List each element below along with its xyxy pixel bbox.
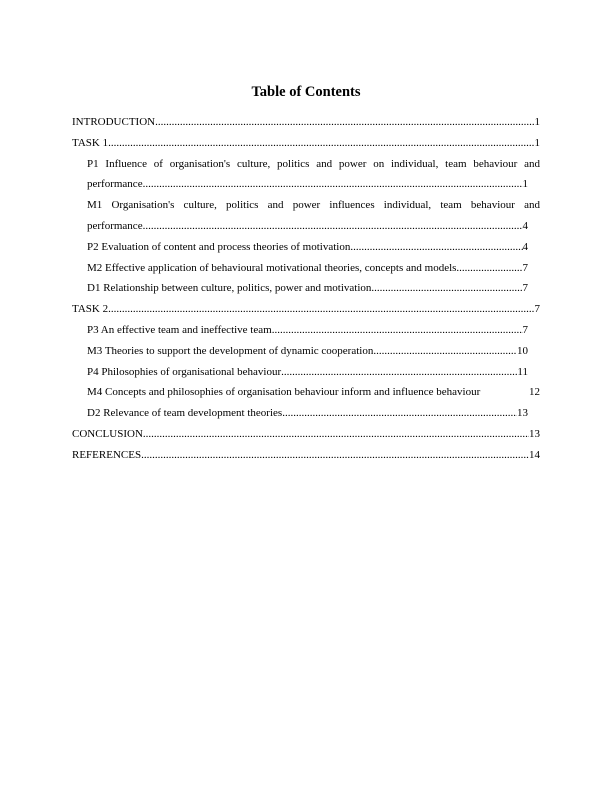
toc-leader-dots xyxy=(143,424,529,445)
toc-entry-task-1[interactable] xyxy=(72,133,540,154)
page-title: Table of Contents xyxy=(251,84,361,100)
toc-leader-dots xyxy=(282,403,517,424)
toc-leader-dots xyxy=(350,237,522,258)
toc-entry-label: D2 Relevance of team development theories xyxy=(87,407,283,420)
toc-entry-label: P2 Evaluation of content and process theories of motivation xyxy=(87,240,351,253)
toc-entry-label: D1 Relationship between culture, politics, power and motivation xyxy=(87,282,372,295)
toc-page-number: 13 xyxy=(517,407,528,420)
toc-entry-m1[interactable] xyxy=(72,216,540,237)
toc-page-number: 10 xyxy=(517,344,528,357)
toc-page-number: 7 xyxy=(522,323,528,336)
toc-leader-dots xyxy=(108,133,534,154)
toc-page-number: 1 xyxy=(534,116,540,128)
toc-entry-label: INTRODUCTION xyxy=(72,116,156,128)
toc-entry-p2[interactable] xyxy=(72,237,540,258)
toc-entry-m3[interactable] xyxy=(72,341,540,362)
toc-entry-p1[interactable] xyxy=(72,174,540,195)
toc-entry-label: TASK 2 xyxy=(72,303,109,316)
toc-entry-label: P4 Philosophies of organisational behaviour xyxy=(87,365,282,378)
toc-entry-references[interactable] xyxy=(72,445,540,466)
toc-page-number: 1 xyxy=(534,136,540,149)
toc-page-number: 4 xyxy=(522,219,528,232)
toc-entry-label: performance xyxy=(87,178,143,191)
toc-entry-p3[interactable] xyxy=(72,320,540,341)
toc-page-number: 7 xyxy=(522,282,528,295)
toc-leader-dots xyxy=(272,320,523,341)
toc-leader-dots xyxy=(456,258,522,279)
toc-entry-d1[interactable] xyxy=(72,278,540,299)
toc-entry-m4[interactable] xyxy=(72,382,540,403)
toc-leader-dots xyxy=(143,216,523,237)
toc-leader-dots xyxy=(143,174,523,195)
toc-entry-m1-line1[interactable]: M1 Organisation's culture, politics and power influences individual, team behaviour and xyxy=(87,199,540,212)
toc-leader-dots xyxy=(141,445,529,466)
toc-entry-task-2[interactable] xyxy=(72,299,540,320)
toc-entry-d2[interactable] xyxy=(72,403,540,424)
toc-page-number: 11 xyxy=(517,365,528,378)
toc-entry-label: M2 Effective application of behavioural motivational theories, concepts and models xyxy=(87,261,457,274)
toc-page-number: 4 xyxy=(522,240,528,253)
toc-page-number: 7 xyxy=(522,261,528,274)
toc-leader-dots xyxy=(371,278,522,299)
toc-entry-introduction[interactable] xyxy=(72,112,540,133)
toc-entry-label: M3 Theories to support the development of dynamic cooperation xyxy=(87,344,374,357)
toc-leader-dots xyxy=(373,341,517,362)
toc-entry-label: M4 Concepts and philosophies of organisation behaviour inform and influence behaviour xyxy=(87,386,481,399)
toc-page-number: 7 xyxy=(534,303,540,316)
toc-entry-m2[interactable] xyxy=(72,258,540,279)
toc-leader-dots xyxy=(155,112,534,133)
toc-entry-label: TASK 1 xyxy=(72,136,109,149)
toc-entry-p1-line1[interactable]: P1 Influence of organisation's culture, politics and power on individual, team behaviour and xyxy=(87,157,540,170)
toc-page-number: 12 xyxy=(529,386,540,399)
toc-entry-label: performance xyxy=(87,219,143,232)
toc-entry-label: P3 An effective team and ineffective team xyxy=(87,323,272,336)
toc-page-number: 14 xyxy=(529,448,540,461)
toc-entry-label: CONCLUSION xyxy=(72,427,143,440)
table-of-contents xyxy=(72,112,540,466)
toc-leader-dots xyxy=(281,362,517,383)
toc-entry-p4[interactable] xyxy=(72,362,540,383)
toc-entry-label: REFERENCES xyxy=(72,448,142,461)
toc-page-number: 1 xyxy=(522,178,528,191)
toc-page-number: 13 xyxy=(529,427,540,440)
toc-leader-dots xyxy=(108,299,534,320)
toc-entry-conclusion[interactable] xyxy=(72,424,540,445)
